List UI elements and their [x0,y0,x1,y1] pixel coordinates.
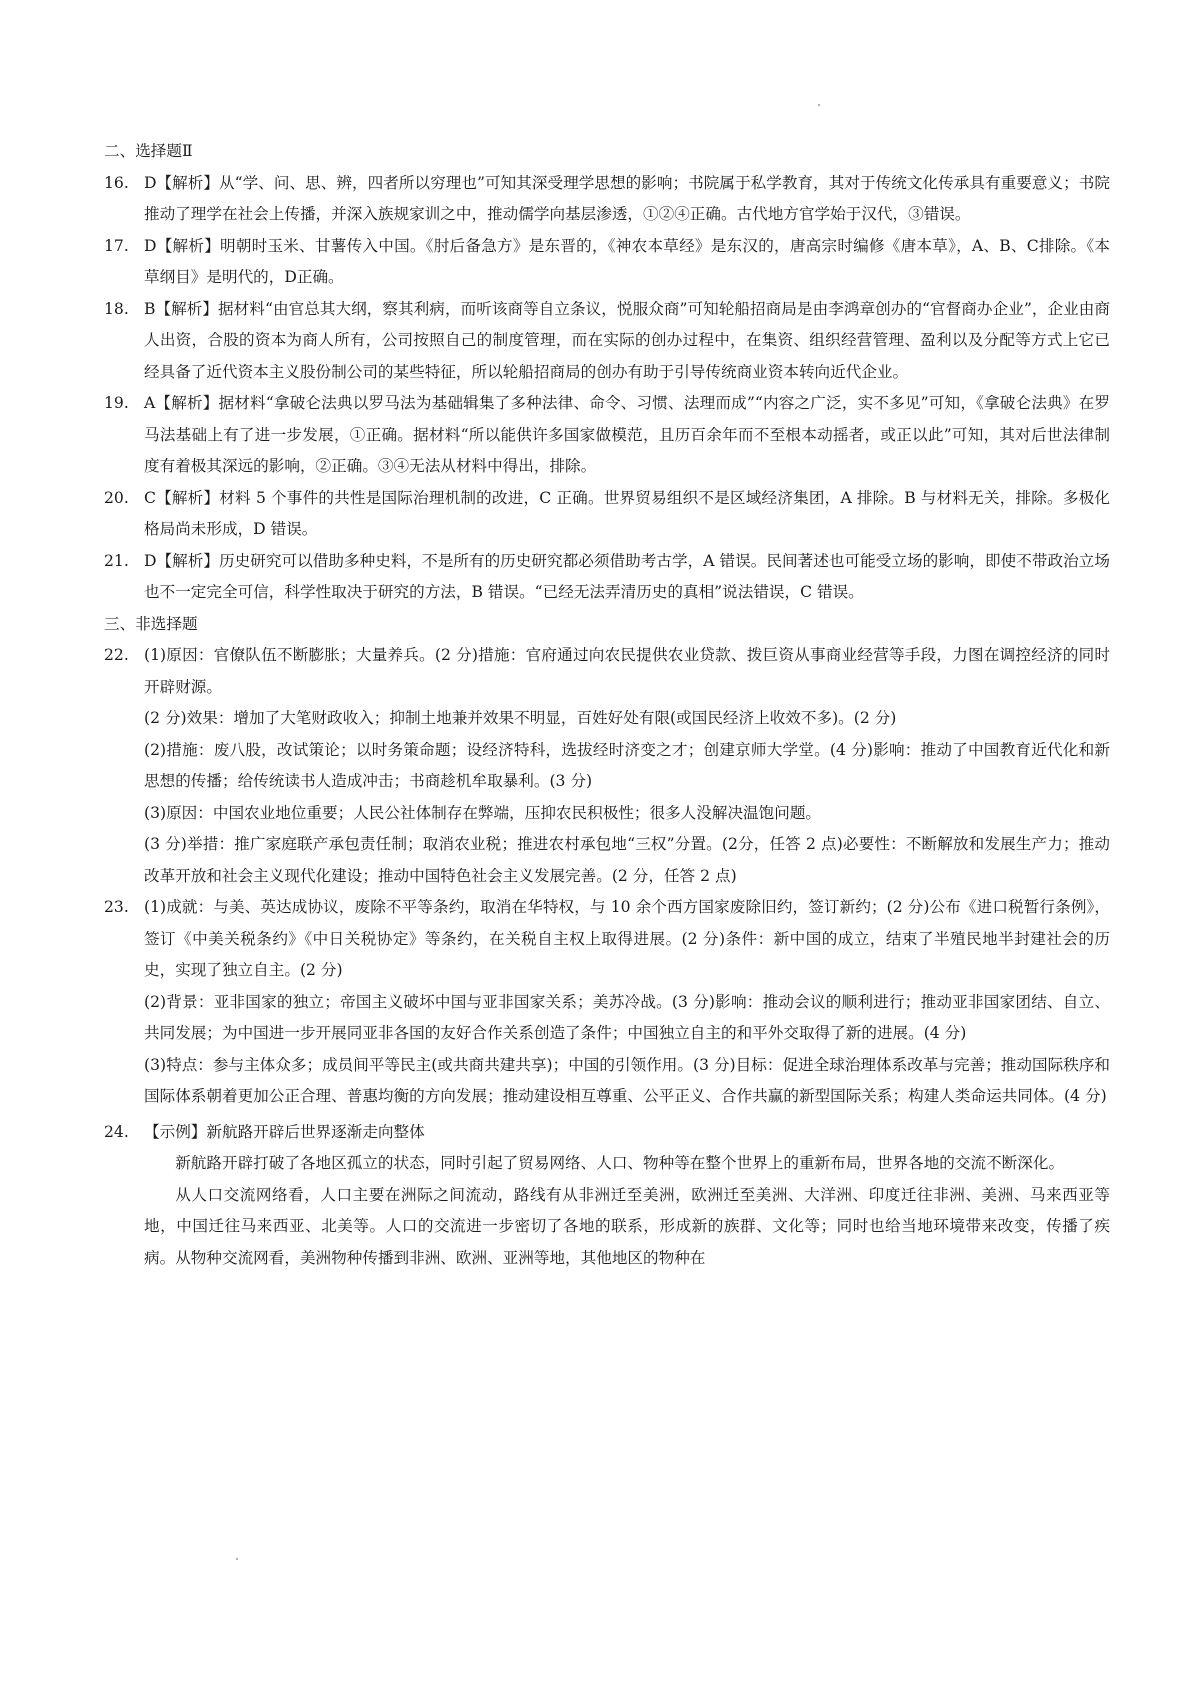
answer-part: (1)成就：与美、英达成协议，废除不平等条约，取消在华特权，与 10 余个西方国家废除旧约，签订新约；(2 分)公布《进口税暂行条例》，签订《中美关税条约》《中日关税协定》等条约，在关税自主权上取得进展。(2 分)条件：新中国的成立，结束了半殖民地半封建社会的历史，实现了独立自主。(2 分) [144,898,1110,979]
answer-part: (2)措施：废八股，改试策论；以时务策命题；设经济特科，选拔经时济变之才；创建京师大学堂。(4 分)影响：推动了中国教育近代化和新思想的传播；给传统读书人造成冲击；书商趁机牟取暴利。(3 分) [144,740,1110,790]
scan-speck [818,104,820,106]
answer-part: (2)背景：亚非国家的独立；帝国主义破坏中国与亚非国家关系；美苏冷战。(3 分)影响：推动会议的顺利进行；推动亚非国家团结、自立、共同发展；为中国进一步开展同亚非各国的友好合作关系创造了条件；中国独立自主的和平外交取得了新的进展。(4 分) [144,992,1110,1042]
essay-paragraph: 新航路开辟打破了各地区孤立的状态，同时引起了贸易网络、人口、物种等在整个世界上的重新布局，世界各地的交流不断深化。 [175,1154,1065,1172]
question-number: 20. [104,488,129,507]
answer-text: A【解析】据材料“拿破仑法典以罗马法为基础辑集了多种法律、命令、习惯、法理而成”“内容之广泛，实不多见”可知，《拿破仑法典》在罗马法基础上有了进一步发展，①正确。据材料“所以能供许多国家做模范，且历百余年而不至根本动摇者，或正以此”可知，其对后世法律制度有着极其深远的影响，②正确。③④无法从材料中得出，排除。 [144,394,1110,475]
answer-part: (3)原因：中国农业地位重要；人民公社体制存在弊端，压抑农民积极性；很多人没解决温饱问题。 [144,803,822,822]
answer-text: D【解析】从“学、问、思、辨，四者所以穷理也”可知其深受理学思想的影响；书院属于私学教育，其对于传统文化传承具有重要意义；书院推动了理学在社会上传播，并深入族规家训之中，推动儒学向基层渗透，①②④正确。古代地方官学始于汉代，③错误。 [144,173,1110,223]
scan-speck [236,1558,238,1560]
question-number: 16. [104,173,129,192]
section-3-title: 三、非选择题 [104,614,198,633]
answer-text: D【解析】历史研究可以借助多种史料，不是所有的历史研究都必须借助考古学，A 错误。民间著述也可能受立场的影响，即使不带政治立场也不一定完全可信，科学性取决于研究的方法，B 错误。“已经无法弄清历史的真相”说法错误，C 错误。 [144,551,1110,601]
answer-21 [104,546,1110,609]
answer-part: (3 分)举措：推广家庭联产承包责任制；取消农业税；推进农村承包地“三权”分置。(2分，任答 2 点)必要性：不断解放和发展生产力；推动改革开放和社会主义现代化建设；推动中国特色社会主义发展完善。(2 分，任答 2 点) [144,835,1110,885]
answer-16 [104,168,1110,231]
answer-text: D【解析】明朝时玉米、甘薯传入中国。《肘后备急方》是东晋的，《神农本草经》是东汉的，唐高宗时编修《唐本草》，A、B、C排除。《本草纲目》是明代的，D正确。 [144,236,1110,286]
answer-part: (3)特点：参与主体众多；成员间平等民主(或共商共建共享)；中国的引领作用。(3 分)目标：促进全球治理体系改革与完善；推动国际秩序和国际体系朝着更加公正合理、普惠均衡的方向发展；推动建设相互尊重、公平正义、合作共赢的新型国际关系；构建人类命运共同体。(4 分) [144,1055,1110,1105]
essay-paragraph: 从人口交流网络看，人口主要在洲际之间流动，路线有从非洲迁至美洲，欧洲迁至美洲、大洋洲、印度迁往非洲、美洲、马来西亚等地，中国迁往马来西亚、北美等。人口的交流进一步密切了各地的联系，形成新的族群、文化等；同时也给当地环境带来改变，传播了疾病。从物种交流网看，美洲物种传播到非洲、欧洲、亚洲等地，其他地区的物种在 [144,1185,1110,1267]
answer-text: B【解析】据材料“由官总其大纲，察其利病，而听该商等自立条议，悦服众商”可知轮船招商局是由李鸿章创办的“官督商办企业”，企业由商人出资，合股的资本为商人所有，公司按照自己的制度管理，而在实际的创办过程中，在集资、组织经营管理、盈利以及分配等方式上它已经具备了近代资本主义股份制公司的某些特征，所以轮船招商局的创办有助于引导传统商业资本转向近代企业。 [144,299,1110,381]
answer-text: C【解析】材料 5 个事件的共性是国际治理机制的改进，C 正确。世界贸易组织不是区域经济集团，A 排除。B 与材料无关，排除。多极化格局尚未形成，D 错误。 [144,488,1110,538]
question-number: 24. [104,1122,129,1141]
question-number: 19. [104,394,129,412]
answer-18 [104,294,1110,389]
answer-23 [104,892,1110,987]
question-number: 21. [104,551,129,570]
answer-19 [104,388,1110,483]
question-number: 18. [104,299,129,318]
answer-17 [104,231,1110,294]
section-2-title: 二、选择题Ⅱ [104,142,193,160]
question-number: 22. [104,646,129,664]
question-number: 17. [104,236,129,255]
answer-22 [104,640,1110,703]
answer-part: (2 分)效果：增加了大笔财政收入；抑制土地兼并效果不明显，百姓好处有限(或国民经济上收效不多)。(2 分) [144,709,897,727]
essay-title: 【示例】新航路开辟后世界逐渐走向整体 [144,1122,425,1141]
answer-20 [104,483,1110,546]
question-number: 23. [104,898,129,916]
answer-part: (1)原因：官僚队伍不断膨胀；大量养兵。(2 分)措施：官府通过向农民提供农业贷款、拨巨资从事商业经营等手段，力图在调控经济的同时开辟财源。 [144,646,1110,696]
answer-24 [104,1117,1110,1149]
